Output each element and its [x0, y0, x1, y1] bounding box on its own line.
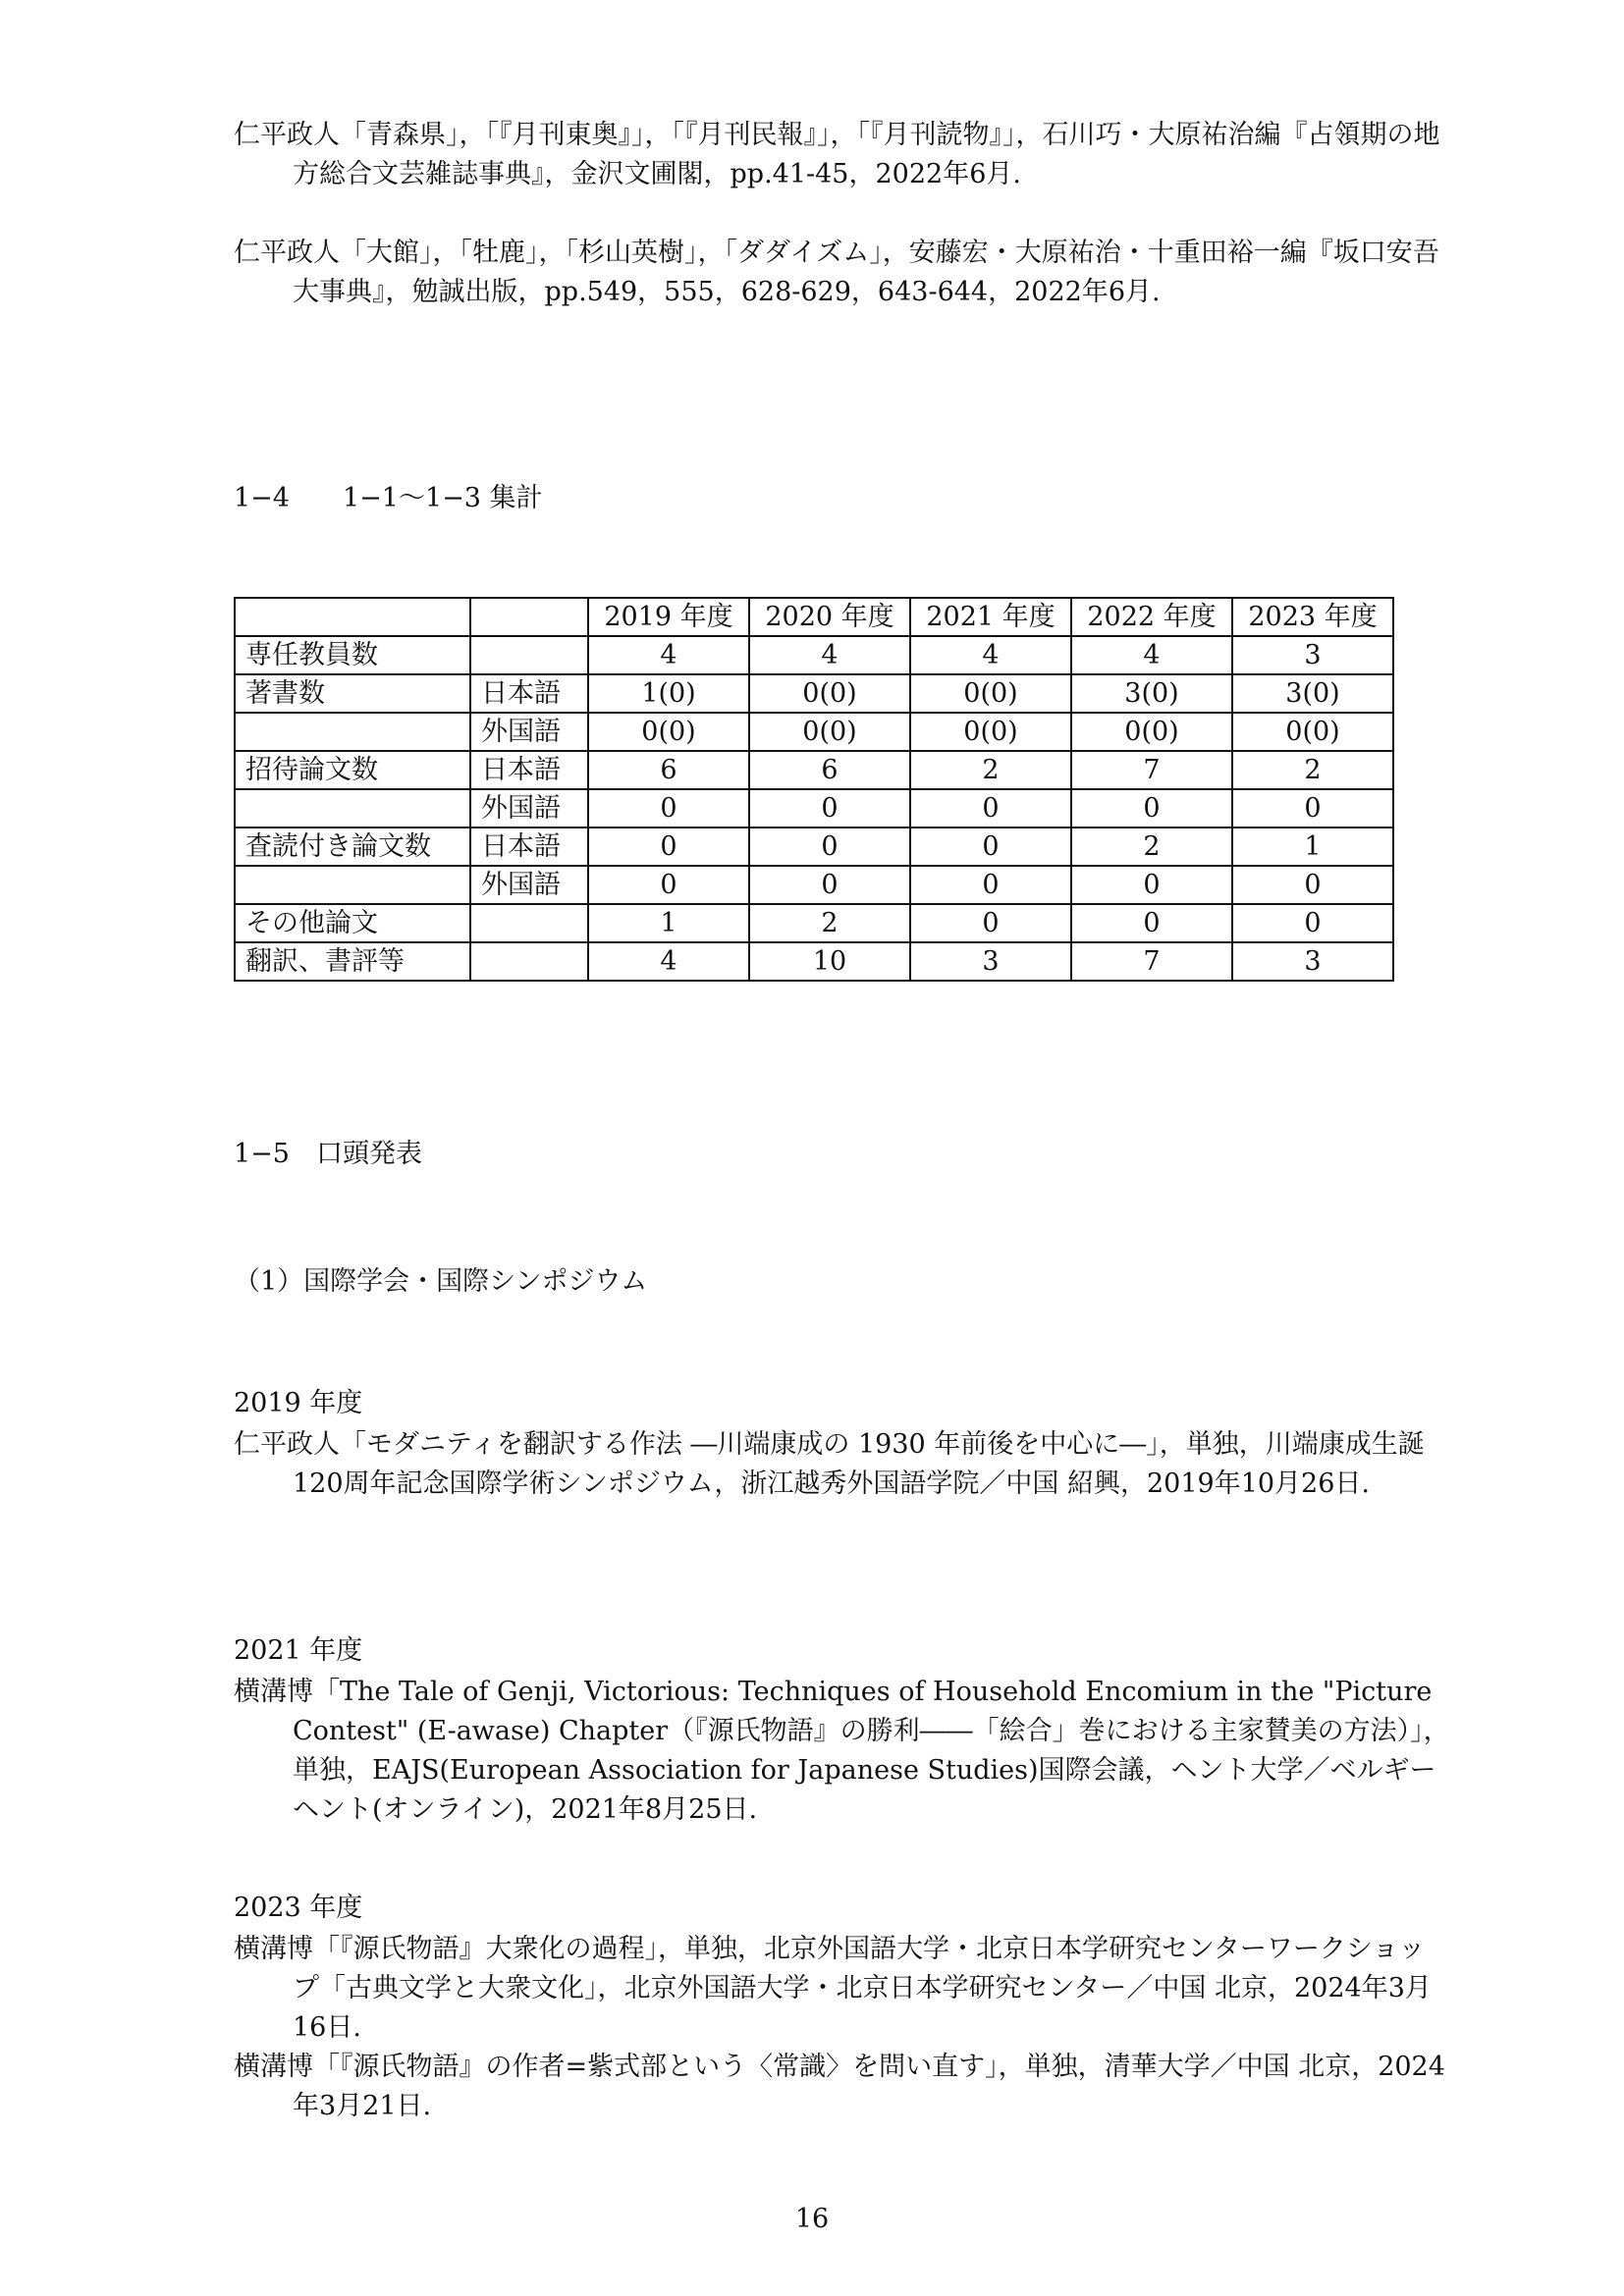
value-cell: 0(0): [910, 674, 1071, 713]
year-heading-2021: 2021 年度: [234, 1635, 363, 1666]
value-cell: 1: [1232, 828, 1393, 866]
section-heading-1-5: 1−5 口頭発表: [234, 1139, 422, 1169]
row-label-cell: 翻訳、書評等: [235, 942, 470, 981]
language-cell: 外国語: [470, 789, 588, 828]
value-cell: 0: [1232, 866, 1393, 904]
row-label-cell: 査読付き論文数: [235, 828, 470, 866]
value-cell: 0: [1232, 789, 1393, 828]
value-cell: 3(0): [1071, 674, 1232, 713]
subsection-heading: （1）国際学会・国際シンポジウム: [234, 1266, 648, 1297]
presentation-entry: 横溝博「The Tale of Genji, Victorious: Techniques of Household Encomium in the "Picture Contest" (E-awase) Chapter（『源氏物語』の勝利――「絵合」巻における主家賛美の方法）」，単独，EAJS(European Association for Japanese Studies)国際会議，ヘント大学／ベルギー ヘント(オンライン)，2021年8月25日.: [234, 1677, 1450, 1825]
value-cell: 0: [749, 789, 910, 828]
value-cell: 0: [749, 828, 910, 866]
value-cell: 0: [749, 866, 910, 904]
value-cell: 1(0): [588, 674, 749, 713]
value-cell: 4: [1071, 636, 1232, 674]
table-header-cell: 2021 年度: [910, 598, 1071, 636]
table-row: [235, 636, 1393, 674]
language-cell: 日本語: [470, 674, 588, 713]
value-cell: 3: [1232, 942, 1393, 981]
presentation-entry: 横溝博「『源氏物語』の作者=紫式部という〈常識〉を問い直す」，単独，清華大学／中国 北京，2024年3月21日.: [234, 2052, 1445, 2121]
table-row: [235, 942, 1393, 981]
row-label-cell: 招待論文数: [235, 751, 470, 789]
value-cell: 0: [910, 789, 1071, 828]
language-cell: [470, 904, 588, 942]
table-row: [235, 789, 1393, 828]
language-cell: [470, 636, 588, 674]
value-cell: 3: [1232, 636, 1393, 674]
value-cell: 10: [749, 942, 910, 981]
table-header-cell: 2020 年度: [749, 598, 910, 636]
value-cell: 4: [588, 636, 749, 674]
value-cell: 0: [588, 789, 749, 828]
language-cell: [470, 942, 588, 981]
value-cell: 0: [1071, 789, 1232, 828]
row-label-cell: [235, 866, 470, 904]
value-cell: 0(0): [588, 713, 749, 751]
value-cell: 0: [1232, 904, 1393, 942]
value-cell: 0: [910, 904, 1071, 942]
value-cell: 0(0): [1071, 713, 1232, 751]
presentation-entry: 横溝博「『源氏物語』大衆化の過程」，単独，北京外国語大学・北京日本学研究センターワークショップ「古典文学と大衆文化」，北京外国語大学・北京日本学研究センター／中国 北京，2024年3月16日.: [234, 1934, 1432, 2043]
table-row: [235, 674, 1393, 713]
value-cell: 0: [588, 828, 749, 866]
row-label-cell: [235, 789, 470, 828]
row-label-cell: [235, 713, 470, 751]
value-cell: 4: [588, 942, 749, 981]
value-cell: 2: [749, 904, 910, 942]
page-number: 16: [794, 2204, 830, 2234]
row-label-cell: その他論文: [235, 904, 470, 942]
value-cell: 0(0): [749, 713, 910, 751]
table-row: [235, 866, 1393, 904]
year-heading-2023: 2023 年度: [234, 1893, 363, 1923]
value-cell: 4: [910, 636, 1071, 674]
table-row: [235, 904, 1393, 942]
year-heading-2019: 2019 年度: [234, 1388, 363, 1418]
value-cell: 6: [588, 751, 749, 789]
value-cell: 3(0): [1232, 674, 1393, 713]
language-cell: 日本語: [470, 828, 588, 866]
value-cell: 4: [749, 636, 910, 674]
section-heading-1-4: 1−4 1−1〜1−3 集計: [234, 483, 543, 513]
table-row: [235, 713, 1393, 751]
value-cell: 0: [1071, 866, 1232, 904]
value-cell: 0(0): [1232, 713, 1393, 751]
table-header-cell: 2019 年度: [588, 598, 749, 636]
value-cell: 3: [910, 942, 1071, 981]
value-cell: 0(0): [910, 713, 1071, 751]
presentation-entry: 仁平政人「モダニティを翻訳する作法 ―川端康成の 1930 年前後を中心に―」，単独，川端康成生誕120周年記念国際学術シンポジウム，浙江越秀外国語学院／中国 紹興，2019年10月26日.: [234, 1429, 1425, 1499]
table-header-cell: [470, 598, 588, 636]
row-label-cell: 専任教員数: [235, 636, 470, 674]
value-cell: 2: [1232, 751, 1393, 789]
value-cell: 0(0): [749, 674, 910, 713]
table-row: [235, 828, 1393, 866]
table-header-cell: [235, 598, 470, 636]
reference-entry: 仁平政人「青森県」，「『月刊東奥』」，「『月刊民報』」，「『月刊読物』」，石川巧・大原祐治編『占領期の地方総合文芸雑誌事典』，金沢文圃閣，pp.41-45，2022年6月.: [234, 120, 1440, 189]
value-cell: 0: [1071, 904, 1232, 942]
language-cell: 外国語: [470, 713, 588, 751]
language-cell: 外国語: [470, 866, 588, 904]
reference-entry: 仁平政人「大館」，「牡鹿」，「杉山英樹」，「ダダイズム」，安藤宏・大原祐治・十重田裕一編『坂口安吾大事典』，勉誠出版，pp.549，555，628-629，643-644，2022年6月.: [234, 238, 1439, 307]
table-header-cell: 2022 年度: [1071, 598, 1232, 636]
value-cell: 2: [1071, 828, 1232, 866]
row-label-cell: 著書数: [235, 674, 470, 713]
value-cell: 0: [910, 828, 1071, 866]
table-header-row: [235, 598, 1393, 636]
value-cell: 7: [1071, 751, 1232, 789]
value-cell: 6: [749, 751, 910, 789]
value-cell: 0: [588, 866, 749, 904]
value-cell: 1: [588, 904, 749, 942]
value-cell: 7: [1071, 942, 1232, 981]
table-row: [235, 751, 1393, 789]
summary-table: [234, 597, 1394, 982]
language-cell: 日本語: [470, 751, 588, 789]
value-cell: 0: [910, 866, 1071, 904]
table-header-cell: 2023 年度: [1232, 598, 1393, 636]
value-cell: 2: [910, 751, 1071, 789]
